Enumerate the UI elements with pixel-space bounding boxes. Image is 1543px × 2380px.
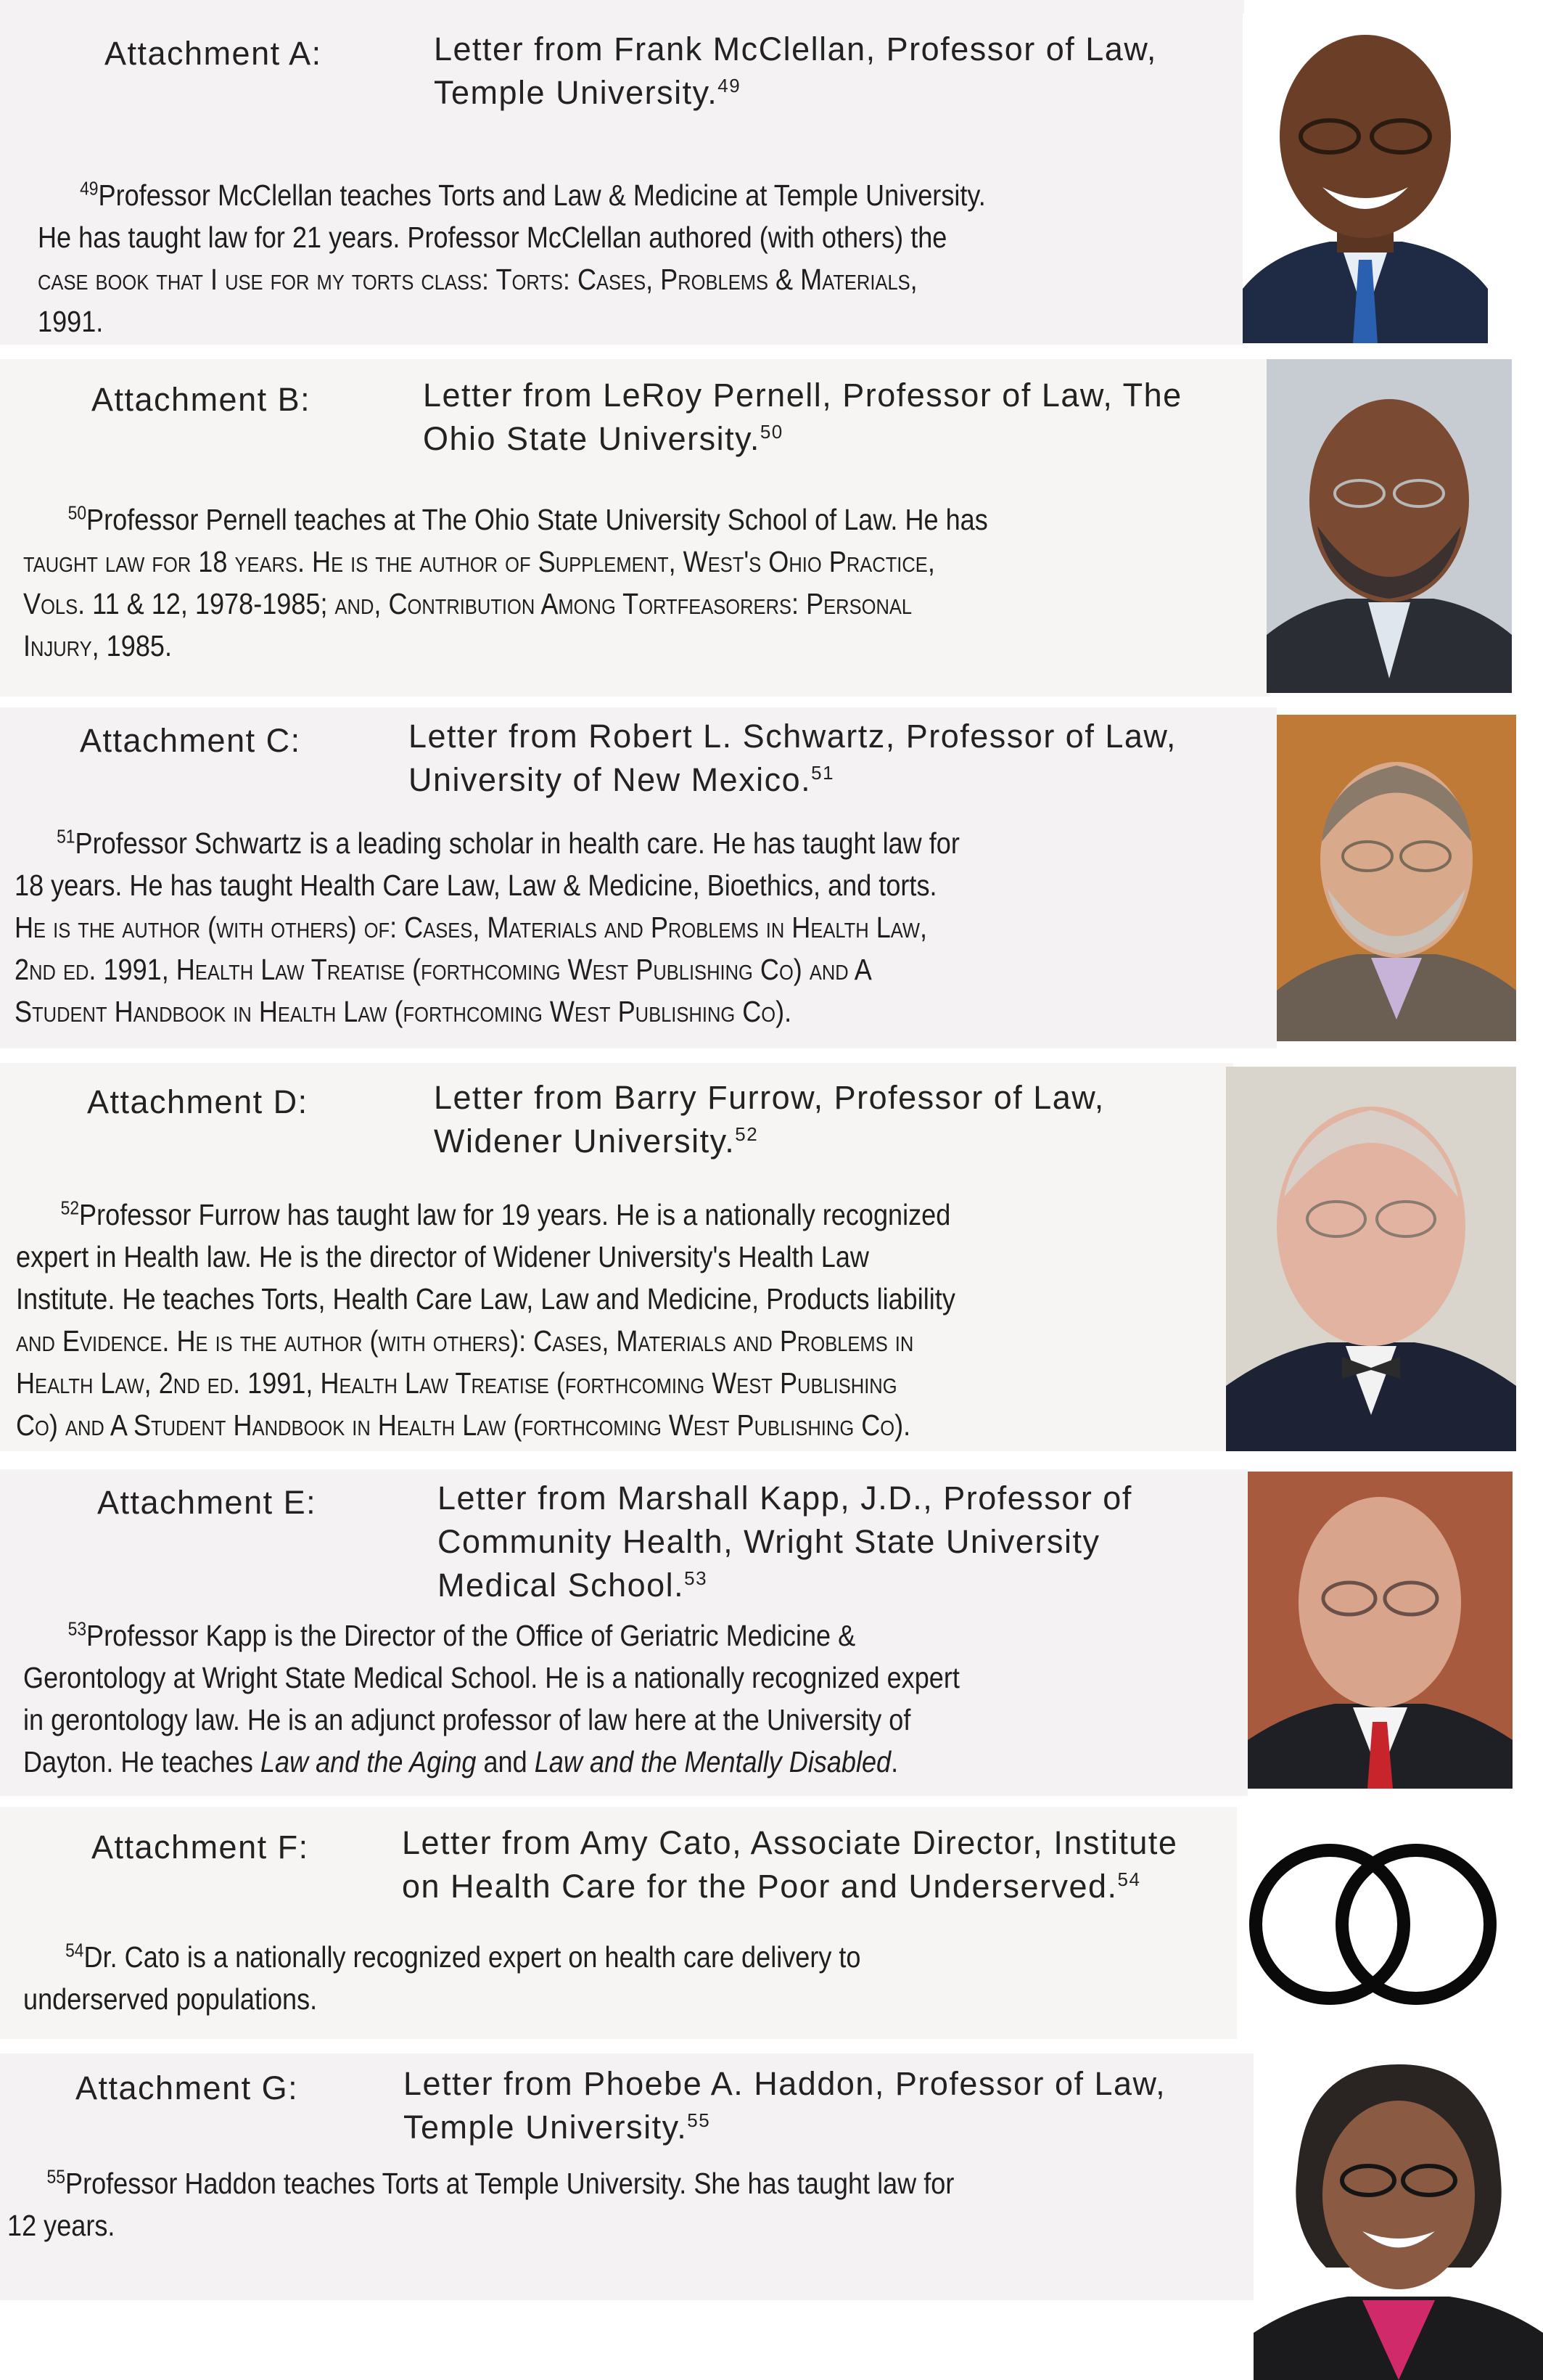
attachment-g-section [0,2053,1259,2300]
footnote-ref-52: 52 [735,1123,759,1145]
footnote-53-line-2: Gerontology at Wright State Medical School. He is a nationally recognized expert [23,1661,960,1694]
portrait-photo-mcclellan [1243,13,1488,343]
footnote-51-line-1: Professor Schwartz is a leading scholar in health care. He has taught law for [75,826,960,860]
footnote-num-54: 54 [65,1939,84,1961]
interlocking-rings-logo [1237,1807,1509,2043]
attachment-g-label: Attachment G: [75,2069,299,2106]
footnote-52 [16,1194,955,1446]
attachment-c-label: Attachment C: [80,722,301,759]
attachment-f-title [402,1821,1177,1908]
attachment-f-section [0,1807,1240,2039]
footnote-54 [23,1936,861,2020]
attachment-e-label: Attachment E: [97,1484,317,1521]
footnote-50-line-4: Injury, 1985. [23,629,172,662]
footnote-ref-51: 51 [811,762,835,784]
attachment-c-section [0,707,1277,1049]
attachment-d-section [0,1063,1233,1451]
attachment-b-label: Attachment B: [91,381,311,418]
footnote-50-line-2: taught law for 18 years. He is the author of Supplement, West's Ohio Practice, [23,545,935,578]
attachment-e-section [0,1469,1248,1796]
footnote-num-52: 52 [60,1197,80,1219]
footnote-53-line-4: Dayton. He teaches Law and the Aging and Law and the Mentally Disabled. [23,1745,899,1778]
attachment-e-title [437,1477,1132,1607]
footnote-50-line-3: Vols. 11 & 12, 1978-1985; and, Contribution Among Tortfeasorers: Personal [23,587,913,620]
footnote-num-49: 49 [80,177,99,200]
footnote-51-line-2: 18 years. He has taught Health Care Law, Law & Medicine, Bioethics, and torts. [15,869,937,902]
footnote-ref-49: 49 [717,75,741,97]
footnote-num-50: 50 [67,501,87,524]
attachment-a-title [434,28,1157,115]
footnote-55 [7,2162,954,2246]
footnote-52-line-2: expert in Health law. He is the director of Widener University's Health Law [16,1240,869,1273]
footnote-52-line-5: Health Law, 2nd ed. 1991, Health Law Treatise (forthcoming West Publishing [16,1366,897,1400]
footnote-52-line-3: Institute. He teaches Torts, Health Care Law, Law and Medicine, Products liability [16,1282,955,1316]
footnote-49-line-3: case book that I use for my torts class: Torts: Cases, Problems & Materials, [38,263,918,296]
attachment-c-title-line-1: Letter from Robert L. Schwartz, Professor of Law, [408,718,1177,755]
attachment-a-label: Attachment A: [104,35,322,72]
footnote-55-line-1: Professor Haddon teaches Torts at Temple University. She has taught law for [65,2167,955,2200]
footnote-49 [38,174,986,342]
attachment-d-title-line-1: Letter from Barry Furrow, Professor of Law, [434,1079,1105,1116]
footnote-51-line-4: 2nd ed. 1991, Health Law Treatise (forthcoming West Publishing Co) and A [15,953,872,986]
attachment-a-title-line-1: Letter from Frank McClellan, Professor of Law, [434,30,1157,67]
attachment-d-title-line-2: Widener University. [434,1123,736,1160]
footnote-num-51: 51 [57,825,75,848]
attachment-c-title-line-2: University of New Mexico. [408,761,812,798]
footnote-54-line-2: underserved populations. [23,1982,318,2016]
attachment-e-title-line-2: Community Health, Wright State University [437,1523,1100,1560]
footnote-num-53: 53 [67,1617,87,1640]
attachment-b-section [0,359,1270,697]
footnote-ref-53: 53 [684,1567,708,1589]
footnote-50-line-1: Professor Pernell teaches at The Ohio State University School of Law. He has [86,503,988,536]
footnote-50 [23,498,988,667]
footnote-53-line-3: in gerontology law. He is an adjunct professor of law here at the University of [23,1703,911,1736]
footnote-ref-55: 55 [687,2109,711,2131]
footnote-49-line-1: Professor McClellan teaches Torts and Law & Medicine at Temple University. [98,178,986,212]
footnote-51-line-3: He is the author (with others) of: Cases, Materials and Problems in Health Law, [15,911,927,944]
attachment-d-label: Attachment D: [87,1083,308,1120]
footnote-54-line-1: Dr. Cato is a nationally recognized expert on health care delivery to [83,1940,861,1974]
footnote-num-55: 55 [46,2165,66,2188]
attachment-e-title-line-3: Medical School. [437,1567,685,1604]
footnote-52-line-4: and Evidence. He is the author (with others): Cases, Materials and Problems in [16,1324,914,1358]
attachment-e-title-line-1: Letter from Marshall Kapp, J.D., Professor of [437,1480,1132,1517]
attachment-f-title-line-1: Letter from Amy Cato, Associate Director, Institute [402,1824,1178,1861]
portrait-photo-haddon [1254,2050,1543,2380]
portrait-photo-kapp [1248,1472,1513,1789]
footnote-53-line-1: Professor Kapp is the Director of the Office of Geriatric Medicine & [86,1619,856,1652]
attachment-g-title-line-2: Temple University. [403,2109,688,2146]
attachment-g-title-line-1: Letter from Phoebe A. Haddon, Professor of Law, [403,2065,1166,2102]
attachment-b-title [423,374,1182,461]
footnote-ref-54: 54 [1117,1868,1141,1890]
attachment-b-title-line-2: Ohio State University. [423,420,760,457]
attachment-a-title-line-2: Temple University. [434,74,718,111]
footnote-49-line-2: He has taught law for 21 years. Professor McClellan authored (with others) the [38,221,947,254]
portrait-photo-pernell [1267,359,1512,693]
attachment-d-title [434,1076,1105,1163]
footnote-55-line-2: 12 years. [7,2209,115,2242]
footnote-52-line-6: Co) and A Student Handbook in Health Law (forthcoming West Publishing Co). [16,1408,911,1442]
attachment-g-title [403,2062,1166,2149]
attachment-a-section [0,0,1244,345]
attachment-f-title-line-2: on Health Care for the Poor and Underserved. [402,1868,1118,1905]
footnote-51 [15,822,960,1033]
footnote-52-line-1: Professor Furrow has taught law for 19 years. He is a nationally recognized [79,1198,951,1231]
portrait-photo-furrow [1226,1067,1516,1451]
footnote-53 [23,1614,960,1783]
footnote-51-line-5: Student Handbook in Health Law (forthcoming West Publishing Co). [15,995,792,1028]
attachment-b-title-line-1: Letter from LeRoy Pernell, Professor of Law, The [423,377,1182,414]
attachment-c-title [408,715,1177,802]
attachment-f-label: Attachment F: [91,1829,309,1866]
footnote-ref-50: 50 [760,421,783,443]
portrait-photo-schwartz [1277,715,1516,1041]
footnote-49-line-4: 1991. [38,305,104,338]
